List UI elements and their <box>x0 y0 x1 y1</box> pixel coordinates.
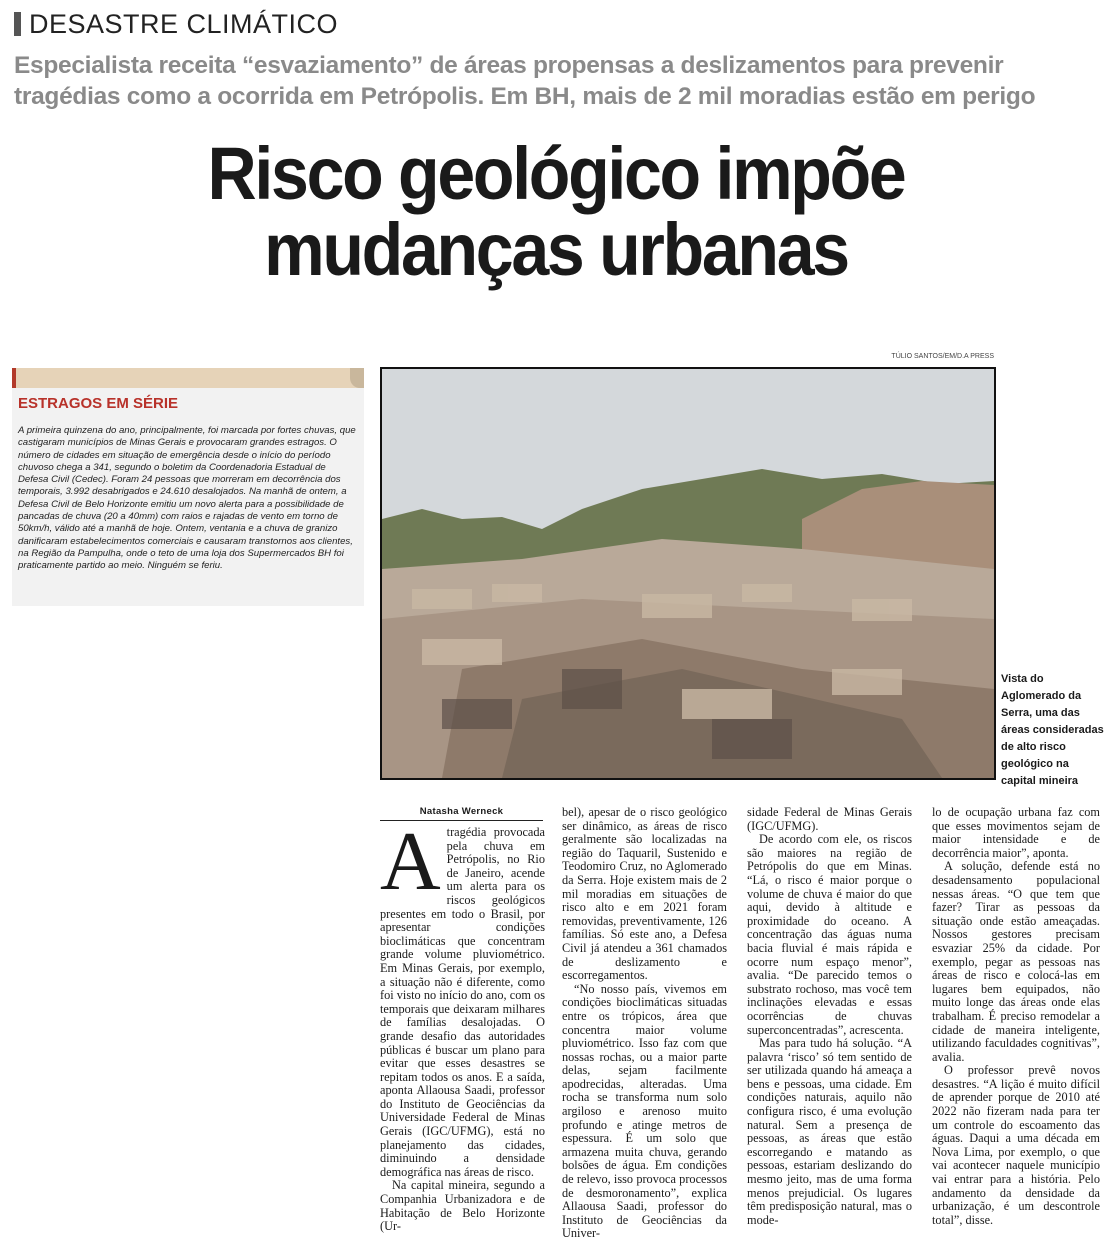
paragraph: “No nosso país, vivemos em condições bioclimáticas situadas entre os trópicos, área que concentra maior volume pluviométrico. Isso faz com que nossas rochas, ou a maior parte delas, sejam facilmente apodrecidas, alteradas. Uma rocha se transforma num solo argiloso e arenoso muito profundo e atinge metros de espessura. É um solo que armazena muita chuva, gerando bolsões de água. Em condições de relevo, isso provoca processos de desmoronamento”, explica Allaousa Saadi, professor do Instituto de Geociências da Univer- <box>562 981 727 1241</box>
paragraph: A solução, defende está no desadensamento populacional nessas áreas. “O que tem que fazer? Tirar as pessoas da situação onde estão ameaçadas. Nossos gestores precisam esvaziar 25% da cidade. Por exemplo, pegar as pessoas nas áreas de risco e colocá-las em lugares bem equipados, não muito longe das áreas onde elas trabalham. É preciso remodelar a cidade de maneira inteligente, utilizando faculdades cognitivas”, avalia. <box>932 859 1100 1064</box>
paragraph: tragédia provocada pela chuva em Petrópolis, no Rio de Janeiro, acende um alerta para os riscos geológicos presentes em todo o Brasil, por apresentar condições bioclimáticas que concentram grande volume pluviométrico. Em Minas Gerais, por exemplo, a situação não é diferente, como foi visto no início do ano, com os temporais que deixaram milhares de famílias desalojadas. O grande desafio das autoridades públicas é buscar um plano para evitar que esses desastres se repitam todos os anos. E a saída, aponta Allaousa Saadi, professor do Instituto de Geociências da Universidade Federal de Minas Gerais (IGC/UFMG), está no planejamento das cidades, diminuindo a densidade demográfica nas áreas de risco. <box>380 825 545 1179</box>
sidebar-page-curl <box>350 368 364 388</box>
paragraph: bel), apesar de o risco geológico ser dinâmico, as áreas de risco geralmente são localizadas na região do Taquaril, Sustenido e Teodomiro Cruz, no Aglomerado da Serra. Hoje existem mais de 2 mil moradias em situações de risco alto e em 2021 foram removidas, preventivamente, 126 famílias. Só este ano, a Defesa Civil já atendeu a 361 chamados de deslizamento e escorregamentos. <box>562 805 727 983</box>
drop-cap: A <box>380 815 441 908</box>
headline-line-1: Risco geológico impõe <box>207 132 905 215</box>
paragraph: sidade Federal de Minas Gerais (IGC/UFMG). <box>747 805 912 833</box>
headline-line-2: mudanças urbanas <box>264 208 848 291</box>
sidebar-text: A primeira quinzena do ano, principalmente, foi marcada por fortes chuvas, que castigaram municípios de Minas Gerais e provocaram grandes estragos. O número de cidades em situação de emergência desde o início do período chuvoso chega a 341, segundo o boletim da Coordenadoria Estadual de Defesa Civil (Cedec). Foram 24 pessoas que morreram em decorrência dos temporais, 3.992 desabrigados e 24.610 desalojados. Na manhã de ontem, a Defesa Civil de Belo Horizonte emitiu um novo alerta para a possibilidade de pancadas de chuva (20 a 40mm) com raios e rajadas de vento em torno de 50km/h, válido até a manhã de hoje. Ontem, ventania e a chuva de granizo danificaram estabelecimentos comerciais e causaram transtornos aos clientes, na Região da Pampulha, onde o teto de uma loja dos Supermercados BH foi praticamente partido ao meio. Ninguém se feriu. <box>18 425 356 572</box>
sidebar-tab <box>12 368 364 388</box>
headline <box>20 132 1092 291</box>
article-column-3 <box>747 806 912 1227</box>
photo-caption: Vista do Aglomerado da Serra, uma das áreas consideradas de alto risco geológico na capital mineira <box>1001 673 1104 787</box>
paragraph: Na capital mineira, segundo a Companhia Urbanizadora e de Habitação de Belo Horizonte (Ur- <box>380 1178 545 1234</box>
paragraph: De acordo com ele, os riscos são maiores na região de Petrópolis do que em Minas. “Lá, o risco é maior porque o volume de chuva é maior do que aqui, devido à altitude e proximidade do oceano. A concentração das águas numa bacia fluvial é mais rápida e ocorre num espaço menor”, avalia. “De parecido temos o substrato rochoso, mas você tem inclinações elevadas e essas ocorrências de chuvas superconcentradas”, acrescenta. <box>747 832 912 1037</box>
article-column-4 <box>932 806 1100 1227</box>
article-column-1 <box>380 815 545 1234</box>
photo-favela <box>380 367 996 780</box>
section-title: DESASTRE CLIMÁTICO <box>29 8 339 39</box>
photo-illustration <box>382 369 994 778</box>
sidebar-tab-marker <box>12 368 16 388</box>
section-label <box>14 6 338 42</box>
sidebar-title: ESTRAGOS EM SÉRIE <box>18 395 179 412</box>
paragraph: O professor prevê novos desastres. “A lição é muito difícil de aprender porque de 2010 até 2022 não fizeram nada para ter um controle do escoamento das águas. Daqui a uma década em Nova Lima, por exemplo, o que vai acontecer naquele município vai entrar para a história. Pelo andamento da densidade da urbanização, é um descontrole total”, disse. <box>932 1063 1100 1227</box>
paragraph: Mas para tudo há solução. “A palavra ‘risco’ só tem sentido de ser utilizada quando há ameaça a bens e pessoas, uma cidade. Em condições naturais, aquilo não configura risco, é uma evolução natural. Sem a presença de pessoas, as áreas que estão escorregando e matando as pessoas, estariam deslizando do mesmo jeito, mas de uma forma menos prejudicial. Os lugares têm predisposição natural, mas o mode- <box>747 1036 912 1227</box>
subheadline: Especialista receita “esvaziamento” de áreas propensas a deslizamentos para prevenir tragédias como a ocorrida em Petrópolis. Em BH, mais de 2 mil moradias estão em perigo <box>14 52 1036 110</box>
paragraph: lo de ocupação urbana faz com que esses movimentos sejam de maior intensidade e de decorrência maior”, aponta. <box>932 805 1100 860</box>
byline: Natasha Werneck <box>380 806 543 821</box>
section-marker <box>14 12 21 36</box>
article-column-2 <box>562 806 727 1241</box>
photo-credit: TÚLIO SANTOS/EM/D.A PRESS <box>891 353 994 360</box>
